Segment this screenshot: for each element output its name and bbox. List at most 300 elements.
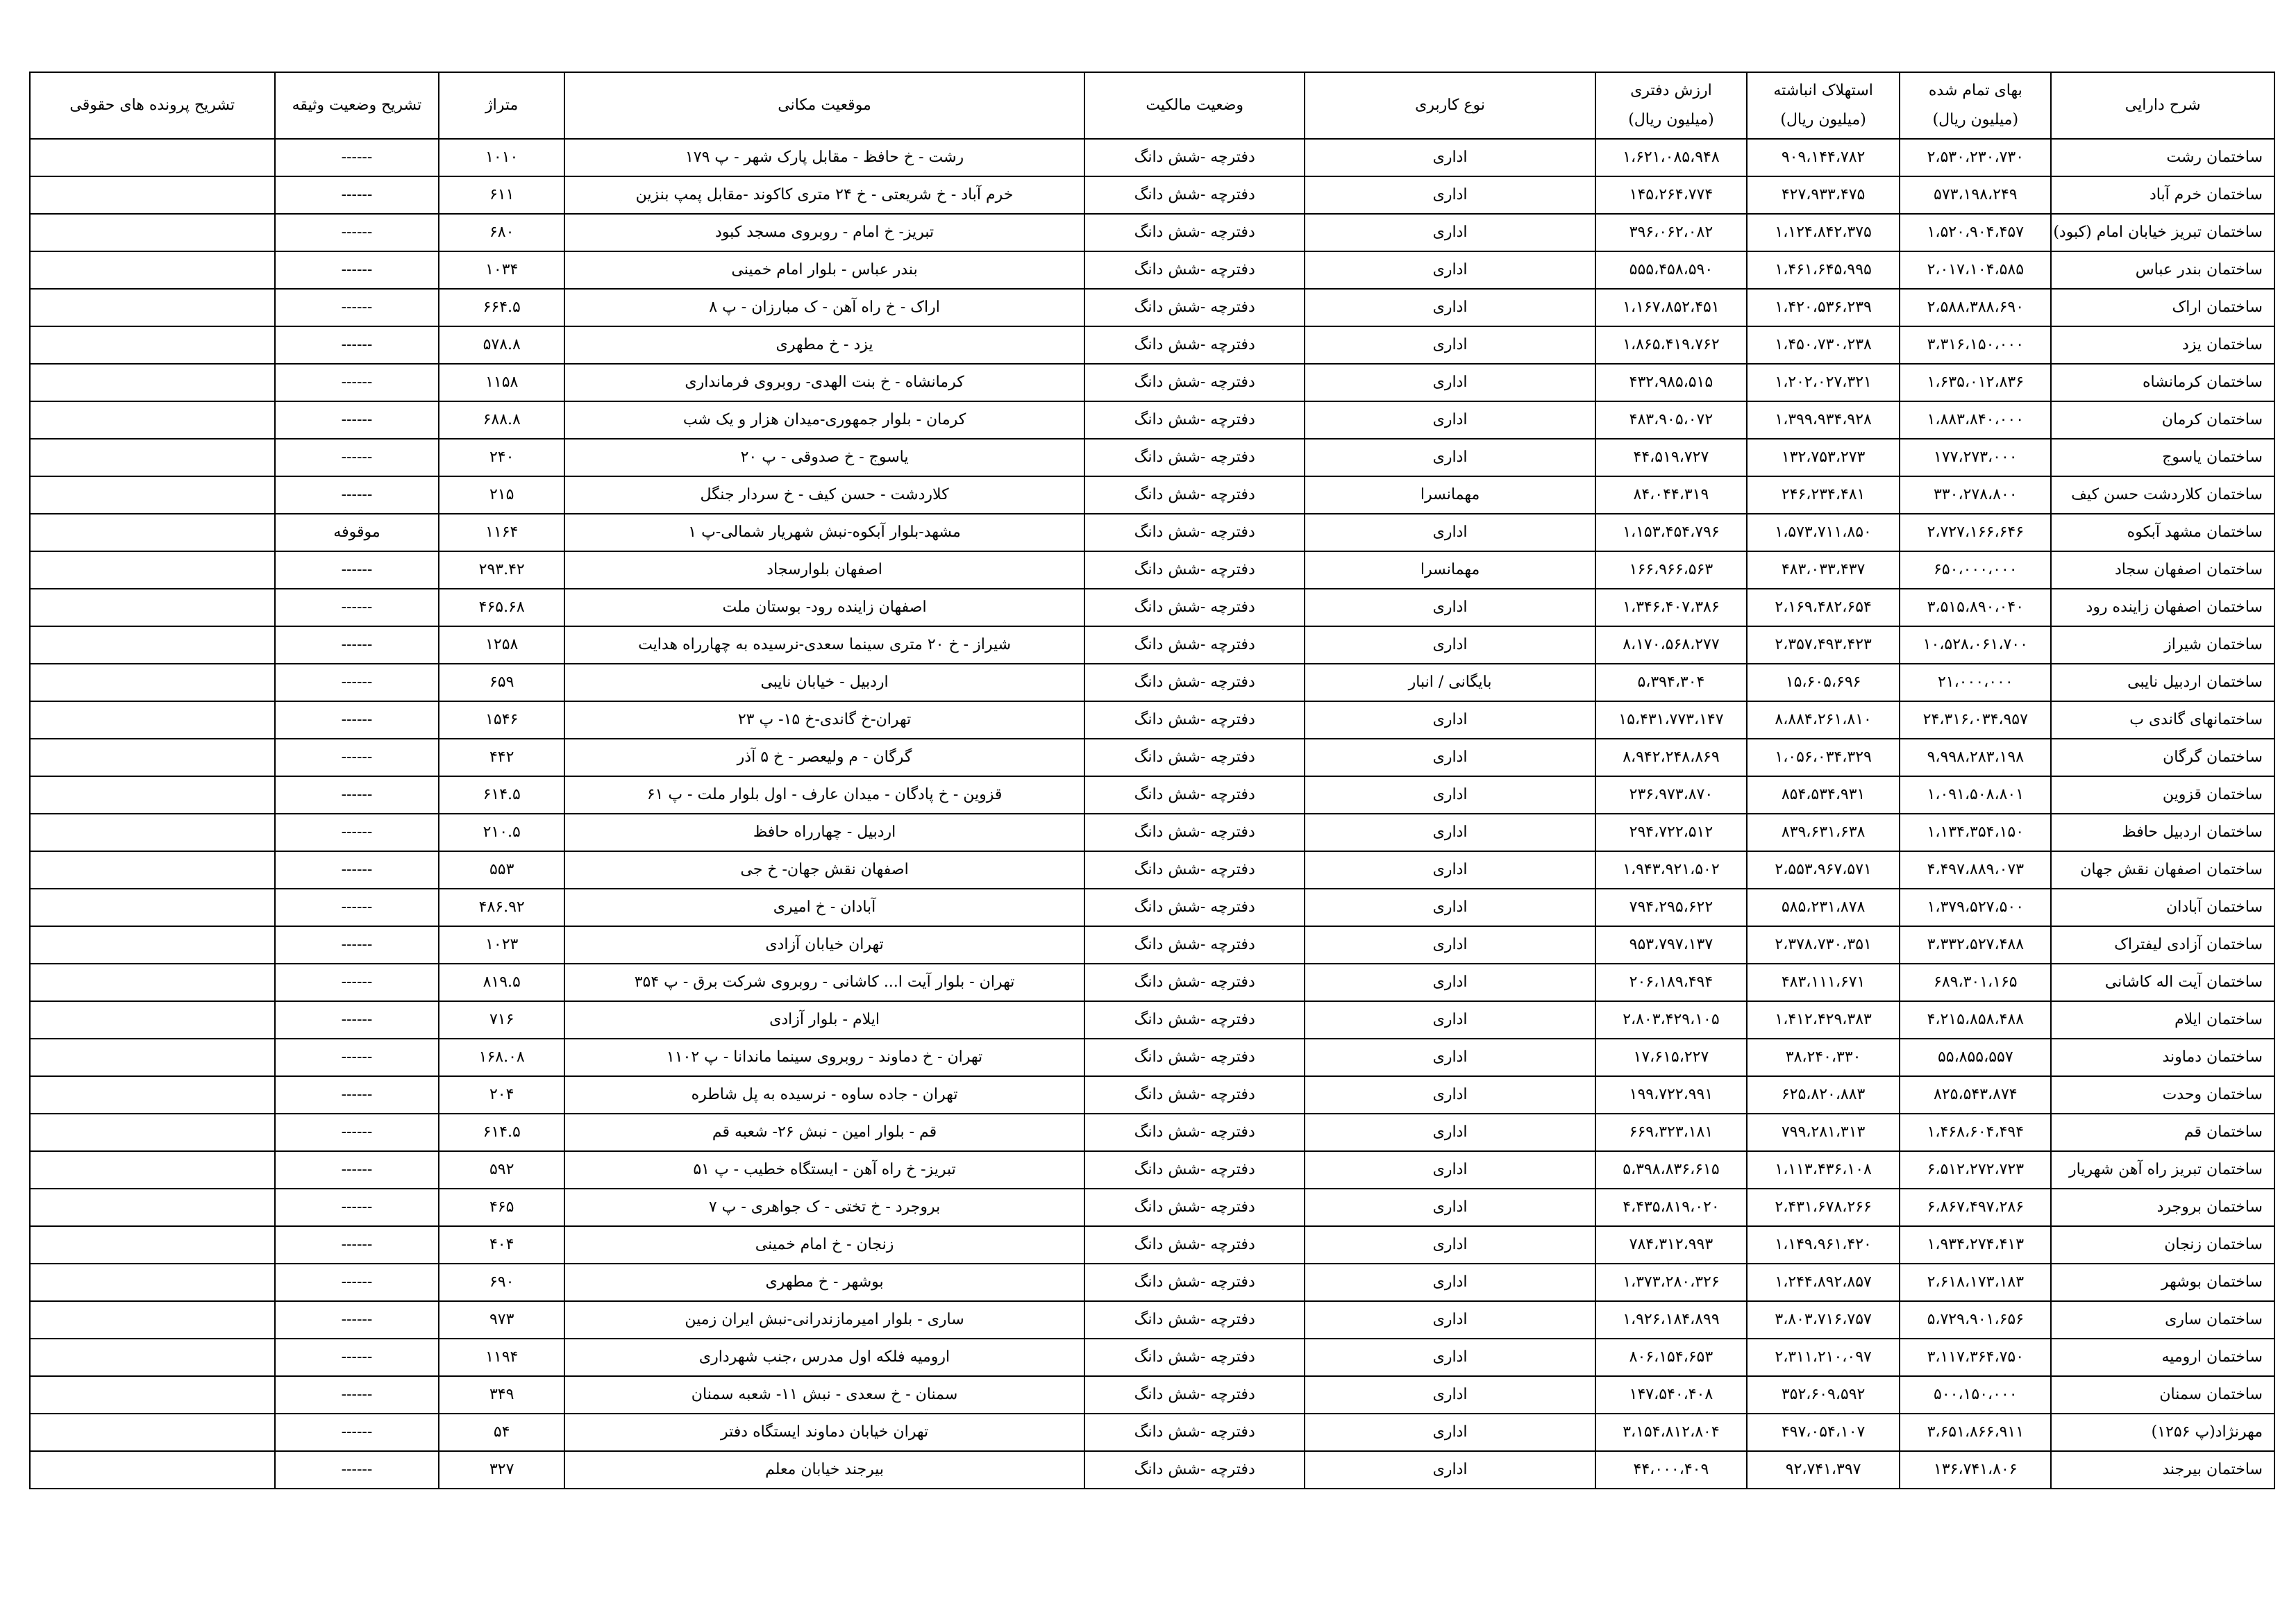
cell-asset: ساختمان دماوند xyxy=(2051,1039,2274,1076)
table-row xyxy=(30,889,2274,926)
cell-ownership: دفترچه -شش دانگ xyxy=(1084,851,1305,889)
cell-depreciation: ۸۳۹،۶۳۱،۶۳۸ xyxy=(1747,814,1900,851)
cell-area: ۲۱۰.۵ xyxy=(439,814,564,851)
cell-depreciation: ۵۸۵،۲۳۱،۸۷۸ xyxy=(1747,889,1900,926)
cell-depreciation: ۱،۲۰۲،۰۲۷،۳۲۱ xyxy=(1747,364,1900,401)
cell-legal xyxy=(30,1189,275,1226)
cell-ownership: دفترچه -شش دانگ xyxy=(1084,1264,1305,1301)
cell-depreciation: ۴۸۳،۰۳۳،۴۳۷ xyxy=(1747,551,1900,589)
cell-usage: اداری xyxy=(1305,889,1595,926)
cell-collateral: ------ xyxy=(275,551,439,589)
cell-depreciation: ۳۵۲،۶۰۹،۵۹۲ xyxy=(1747,1376,1900,1414)
cell-cost: ۱۷۷،۲۷۳،۰۰۰ xyxy=(1900,439,2051,476)
table-row xyxy=(30,476,2274,514)
cell-cost: ۲،۷۲۷،۱۶۶،۶۴۶ xyxy=(1900,514,2051,551)
cell-ownership: دفترچه -شش دانگ xyxy=(1084,701,1305,739)
cell-asset: ساختمان شیراز xyxy=(2051,626,2274,664)
cell-legal xyxy=(30,589,275,626)
cell-asset: ساختمان ارومیه xyxy=(2051,1339,2274,1376)
cell-cost: ۴،۴۹۷،۸۸۹،۰۷۳ xyxy=(1900,851,2051,889)
cell-depreciation: ۲،۴۳۱،۶۷۸،۲۶۶ xyxy=(1747,1189,1900,1226)
cell-area: ۲۱۵ xyxy=(439,476,564,514)
cell-area: ۳۴۹ xyxy=(439,1376,564,1414)
cell-area: ۱۶۸.۰۸ xyxy=(439,1039,564,1076)
cell-depreciation: ۱۳۲،۷۵۳،۲۷۳ xyxy=(1747,439,1900,476)
cell-location: اصفهان بلوارسجاد xyxy=(564,551,1084,589)
cell-asset: ساختمان کرمانشاه xyxy=(2051,364,2274,401)
cell-cost: ۵۵،۸۵۵،۵۵۷ xyxy=(1900,1039,2051,1076)
cell-location: ایلام - بلوار آزادی xyxy=(564,1001,1084,1039)
cell-area: ۱۱۶۴ xyxy=(439,514,564,551)
cell-cost: ۱،۵۲۰،۹۰۴،۴۵۷ xyxy=(1900,214,2051,251)
header-book-value-unit: (میلیون ریال) xyxy=(1628,111,1714,128)
cell-legal xyxy=(30,814,275,851)
cell-usage: اداری xyxy=(1305,1414,1595,1451)
cell-book-value: ۹۵۳،۷۹۷،۱۳۷ xyxy=(1595,926,1747,964)
header-depreciation xyxy=(1747,72,1900,139)
cell-usage: مهمانسرا xyxy=(1305,551,1595,589)
cell-location: تهران - جاده ساوه - نرسیده به پل شاطره xyxy=(564,1076,1084,1114)
table-row xyxy=(30,1376,2274,1414)
cell-depreciation: ۹۰۹،۱۴۴،۷۸۲ xyxy=(1747,139,1900,176)
cell-location: تهران خیابان آزادی xyxy=(564,926,1084,964)
table-body xyxy=(30,139,2274,1489)
cell-asset: ساختمان اصفهان سجاد xyxy=(2051,551,2274,589)
cell-cost: ۶،۸۶۷،۴۹۷،۲۸۶ xyxy=(1900,1189,2051,1226)
cell-depreciation: ۳۸،۲۴۰،۳۳۰ xyxy=(1747,1039,1900,1076)
cell-usage: اداری xyxy=(1305,439,1595,476)
cell-area: ۲۴۰ xyxy=(439,439,564,476)
table-row xyxy=(30,251,2274,289)
cell-depreciation: ۱۵،۶۰۵،۶۹۶ xyxy=(1747,664,1900,701)
table-row xyxy=(30,1264,2274,1301)
header-ownership: وضعیت مالکیت xyxy=(1084,72,1305,139)
cell-ownership: دفترچه -شش دانگ xyxy=(1084,1189,1305,1226)
cell-book-value: ۲۹۴،۷۲۲،۵۱۲ xyxy=(1595,814,1747,851)
table-row xyxy=(30,326,2274,364)
cell-book-value: ۲۳۶،۹۷۳،۸۷۰ xyxy=(1595,776,1747,814)
header-location: موقعیت مکانی xyxy=(564,72,1084,139)
cell-depreciation: ۹۲،۷۴۱،۳۹۷ xyxy=(1747,1451,1900,1489)
cell-usage: اداری xyxy=(1305,701,1595,739)
cell-location: خرم آباد - خ شریعتی - خ ۲۴ متری کاکوند -مقابل پمپ بنزین xyxy=(564,176,1084,214)
cell-cost: ۱۳۶،۷۴۱،۸۰۶ xyxy=(1900,1451,2051,1489)
cell-asset: ساختمان یاسوج xyxy=(2051,439,2274,476)
cell-depreciation: ۲،۳۷۸،۷۳۰،۳۵۱ xyxy=(1747,926,1900,964)
cell-depreciation: ۱،۲۴۴،۸۹۲،۸۵۷ xyxy=(1747,1264,1900,1301)
cell-usage: اداری xyxy=(1305,926,1595,964)
cell-ownership: دفترچه -شش دانگ xyxy=(1084,1001,1305,1039)
cell-location: زنجان - خ امام خمینی xyxy=(564,1226,1084,1264)
cell-book-value: ۸۰۶،۱۵۴،۶۵۳ xyxy=(1595,1339,1747,1376)
cell-usage: اداری xyxy=(1305,589,1595,626)
table-row xyxy=(30,214,2274,251)
cell-book-value: ۸۴،۰۴۴،۳۱۹ xyxy=(1595,476,1747,514)
cell-area: ۱۵۴۶ xyxy=(439,701,564,739)
cell-book-value: ۴۴،۵۱۹،۷۲۷ xyxy=(1595,439,1747,476)
cell-location: اردبیل - چهارراه حافظ xyxy=(564,814,1084,851)
cell-cost: ۳،۵۱۵،۸۹۰،۰۴۰ xyxy=(1900,589,2051,626)
cell-asset: ساختمان کلاردشت حسن کیف xyxy=(2051,476,2274,514)
cell-usage: اداری xyxy=(1305,1451,1595,1489)
cell-area: ۶۹۰ xyxy=(439,1264,564,1301)
cell-legal xyxy=(30,889,275,926)
cell-asset: ساختمان بروجرد xyxy=(2051,1189,2274,1226)
cell-usage: اداری xyxy=(1305,1226,1595,1264)
cell-collateral: ------ xyxy=(275,401,439,439)
cell-location: سمنان - خ سعدی - نبش ۱۱- شعبه سمنان xyxy=(564,1376,1084,1414)
cell-asset: ساختمان وحدت xyxy=(2051,1076,2274,1114)
cell-location: قزوین - خ پادگان - میدان عارف - اول بلوار ملت - پ ۶۱ xyxy=(564,776,1084,814)
cell-cost: ۳،۱۱۷،۳۶۴،۷۵۰ xyxy=(1900,1339,2051,1376)
cell-collateral: ------ xyxy=(275,589,439,626)
table-row xyxy=(30,551,2274,589)
cell-asset: ساختمان ایلام xyxy=(2051,1001,2274,1039)
cell-legal xyxy=(30,439,275,476)
cell-legal xyxy=(30,776,275,814)
cell-book-value: ۸،۱۷۰،۵۶۸،۲۷۷ xyxy=(1595,626,1747,664)
cell-asset: ساختمان اصفهان زاینده رود xyxy=(2051,589,2274,626)
table-row xyxy=(30,1301,2274,1339)
table-row xyxy=(30,814,2274,851)
cell-collateral: ------ xyxy=(275,139,439,176)
cell-book-value: ۴۳۲،۹۸۵،۵۱۵ xyxy=(1595,364,1747,401)
cell-ownership: دفترچه -شش دانگ xyxy=(1084,401,1305,439)
cell-location: بندر عباس - بلوار امام خمینی xyxy=(564,251,1084,289)
cell-location: اردبیل - خیابان نایبی xyxy=(564,664,1084,701)
cell-cost: ۲،۰۱۷،۱۰۴،۵۸۵ xyxy=(1900,251,2051,289)
cell-depreciation: ۱،۵۷۳،۷۱۱،۸۵۰ xyxy=(1747,514,1900,551)
table-row xyxy=(30,1189,2274,1226)
cell-book-value: ۶۶۹،۳۲۳،۱۸۱ xyxy=(1595,1114,1747,1151)
cell-ownership: دفترچه -شش دانگ xyxy=(1084,1076,1305,1114)
cell-area: ۲۹۳.۴۲ xyxy=(439,551,564,589)
cell-location: یاسوج - خ صدوقی - پ ۲۰ xyxy=(564,439,1084,476)
cell-location: تهران-خ گاندی-خ ۱۵- پ ۲۳ xyxy=(564,701,1084,739)
cell-usage: اداری xyxy=(1305,1039,1595,1076)
table-row xyxy=(30,851,2274,889)
cell-ownership: دفترچه -شش دانگ xyxy=(1084,176,1305,214)
cell-asset: ساختمان کرمان xyxy=(2051,401,2274,439)
table-row xyxy=(30,1451,2274,1489)
header-book-value xyxy=(1595,72,1747,139)
cell-depreciation: ۲،۳۱۱،۲۱۰،۰۹۷ xyxy=(1747,1339,1900,1376)
cell-book-value: ۱۴۵،۲۶۴،۷۷۴ xyxy=(1595,176,1747,214)
cell-depreciation: ۶۲۵،۸۲۰،۸۸۳ xyxy=(1747,1076,1900,1114)
cell-ownership: دفترچه -شش دانگ xyxy=(1084,776,1305,814)
cell-location: اصفهان زاینده رود- بوستان ملت xyxy=(564,589,1084,626)
cell-usage: اداری xyxy=(1305,214,1595,251)
cell-area: ۱۱۹۴ xyxy=(439,1339,564,1376)
cell-book-value: ۸،۹۴۲،۲۴۸،۸۶۹ xyxy=(1595,739,1747,776)
table-row xyxy=(30,1226,2274,1264)
cell-asset: ساختمانهای گاندی ب xyxy=(2051,701,2274,739)
cell-asset: ساختمان سمنان xyxy=(2051,1376,2274,1414)
cell-usage: اداری xyxy=(1305,514,1595,551)
assets-table xyxy=(29,72,2275,1489)
cell-location: ساری - بلوار امیرمازندرانی-نبش ایران زمین xyxy=(564,1301,1084,1339)
cell-book-value: ۵،۳۹۴،۳۰۴ xyxy=(1595,664,1747,701)
header-area: متراژ xyxy=(439,72,564,139)
cell-book-value: ۱،۸۶۵،۴۱۹،۷۶۲ xyxy=(1595,326,1747,364)
cell-location: اراک - خ راه آهن - ک مبارزان - پ ۸ xyxy=(564,289,1084,326)
cell-usage: اداری xyxy=(1305,626,1595,664)
cell-depreciation: ۳،۸۰۳،۷۱۶،۷۵۷ xyxy=(1747,1301,1900,1339)
cell-asset: ساختمان اراک xyxy=(2051,289,2274,326)
cell-legal xyxy=(30,1114,275,1151)
cell-location: رشت - خ حافظ - مقابل پارک شهر - پ ۱۷۹ xyxy=(564,139,1084,176)
cell-asset: ساختمان اصفهان نقش جهان xyxy=(2051,851,2274,889)
cell-book-value: ۱،۳۴۶،۴۰۷،۳۸۶ xyxy=(1595,589,1747,626)
cell-depreciation: ۱،۱۴۹،۹۶۱،۴۲۰ xyxy=(1747,1226,1900,1264)
cell-collateral: ------ xyxy=(275,851,439,889)
cell-depreciation: ۱،۱۱۳،۴۳۶،۱۰۸ xyxy=(1747,1151,1900,1189)
cell-ownership: دفترچه -شش دانگ xyxy=(1084,926,1305,964)
cell-area: ۵۹۲ xyxy=(439,1151,564,1189)
cell-collateral: ------ xyxy=(275,289,439,326)
cell-depreciation: ۸۵۴،۵۳۴،۹۳۱ xyxy=(1747,776,1900,814)
cell-legal xyxy=(30,289,275,326)
cell-location: تبریز- خ امام - روبروی مسجد کبود xyxy=(564,214,1084,251)
cell-usage: اداری xyxy=(1305,964,1595,1001)
cell-legal xyxy=(30,1414,275,1451)
cell-area: ۱۰۲۳ xyxy=(439,926,564,964)
cell-ownership: دفترچه -شش دانگ xyxy=(1084,326,1305,364)
cell-location: تهران خیابان دماوند ایستگاه دفتر xyxy=(564,1414,1084,1451)
cell-legal xyxy=(30,626,275,664)
table-row xyxy=(30,1151,2274,1189)
cell-legal xyxy=(30,701,275,739)
cell-book-value: ۱۵،۴۳۱،۷۷۳،۱۴۷ xyxy=(1595,701,1747,739)
cell-collateral: ------ xyxy=(275,439,439,476)
cell-cost: ۳۳۰،۲۷۸،۸۰۰ xyxy=(1900,476,2051,514)
cell-usage: اداری xyxy=(1305,1151,1595,1189)
cell-location: اصفهان نقش جهان- خ جی xyxy=(564,851,1084,889)
cell-collateral: ------ xyxy=(275,926,439,964)
header-cost xyxy=(1900,72,2051,139)
table-row xyxy=(30,176,2274,214)
cell-asset: مهرنژاد(پ ۱۲۵۶) xyxy=(2051,1414,2274,1451)
header-cost-title: بهای تمام شده xyxy=(1928,82,2022,99)
cell-asset: ساختمان قزوین xyxy=(2051,776,2274,814)
cell-collateral: ------ xyxy=(275,326,439,364)
cell-book-value: ۱۹۹،۷۲۲،۹۹۱ xyxy=(1595,1076,1747,1114)
header-book-value-title: ارزش دفتری xyxy=(1630,82,1712,99)
cell-cost: ۲۴،۳۱۶،۰۳۴،۹۵۷ xyxy=(1900,701,2051,739)
cell-collateral: ------ xyxy=(275,1301,439,1339)
cell-legal xyxy=(30,1301,275,1339)
cell-depreciation: ۴۸۳،۱۱۱،۶۷۱ xyxy=(1747,964,1900,1001)
cell-area: ۵۷۸.۸ xyxy=(439,326,564,364)
cell-collateral: ------ xyxy=(275,176,439,214)
cell-legal xyxy=(30,664,275,701)
cell-area: ۷۱۶ xyxy=(439,1001,564,1039)
cell-book-value: ۳،۱۵۴،۸۱۲،۸۰۴ xyxy=(1595,1414,1747,1451)
cell-collateral: ------ xyxy=(275,626,439,664)
cell-book-value: ۱،۳۷۳،۲۸۰،۳۲۶ xyxy=(1595,1264,1747,1301)
cell-ownership: دفترچه -شش دانگ xyxy=(1084,439,1305,476)
cell-asset: ساختمان بیرجند xyxy=(2051,1451,2274,1489)
cell-area: ۴۴۲ xyxy=(439,739,564,776)
cell-location: ارومیه فلکه اول مدرس ،جنب شهرداری xyxy=(564,1339,1084,1376)
cell-legal xyxy=(30,926,275,964)
cell-depreciation: ۱،۴۱۲،۴۲۹،۳۸۳ xyxy=(1747,1001,1900,1039)
cell-cost: ۱،۰۹۱،۵۰۸،۸۰۱ xyxy=(1900,776,2051,814)
header-depreciation-title: استهلاک انباشته xyxy=(1773,82,1873,99)
cell-collateral: ------ xyxy=(275,1414,439,1451)
cell-legal xyxy=(30,476,275,514)
cell-cost: ۳،۳۳۲،۵۲۷،۴۸۸ xyxy=(1900,926,2051,964)
cell-usage: اداری xyxy=(1305,814,1595,851)
cell-ownership: دفترچه -شش دانگ xyxy=(1084,1151,1305,1189)
cell-location: کرمان - بلوار جمهوری-میدان هزار و یک شب xyxy=(564,401,1084,439)
cell-ownership: دفترچه -شش دانگ xyxy=(1084,1226,1305,1264)
cell-cost: ۵۷۳،۱۹۸،۲۴۹ xyxy=(1900,176,2051,214)
table-row xyxy=(30,364,2274,401)
cell-collateral: ------ xyxy=(275,1076,439,1114)
cell-cost: ۱،۳۷۹،۵۲۷،۵۰۰ xyxy=(1900,889,2051,926)
table-row xyxy=(30,439,2274,476)
cell-collateral: موقوفه xyxy=(275,514,439,551)
cell-legal xyxy=(30,1151,275,1189)
cell-ownership: دفترچه -شش دانگ xyxy=(1084,889,1305,926)
cell-book-value: ۵،۳۹۸،۸۳۶،۶۱۵ xyxy=(1595,1151,1747,1189)
cell-depreciation: ۱،۴۵۰،۷۳۰،۲۳۸ xyxy=(1747,326,1900,364)
cell-asset: ساختمان گرگان xyxy=(2051,739,2274,776)
cell-cost: ۱،۶۳۵،۰۱۲،۸۳۶ xyxy=(1900,364,2051,401)
cell-book-value: ۷۹۴،۲۹۵،۶۲۲ xyxy=(1595,889,1747,926)
cell-location: کرمانشاه - خ بنت الهدی- روبروی فرمانداری xyxy=(564,364,1084,401)
cell-cost: ۴،۲۱۵،۸۵۸،۴۸۸ xyxy=(1900,1001,2051,1039)
cell-usage: اداری xyxy=(1305,1001,1595,1039)
table-row xyxy=(30,664,2274,701)
table-row xyxy=(30,776,2274,814)
cell-book-value: ۱۶۶،۹۶۶،۵۶۳ xyxy=(1595,551,1747,589)
cell-depreciation: ۲،۵۵۳،۹۶۷،۵۷۱ xyxy=(1747,851,1900,889)
cell-asset: ساختمان خرم آباد xyxy=(2051,176,2274,214)
table-row xyxy=(30,964,2274,1001)
cell-book-value: ۱،۹۲۶،۱۸۴،۸۹۹ xyxy=(1595,1301,1747,1339)
cell-collateral: ------ xyxy=(275,251,439,289)
cell-collateral: ------ xyxy=(275,1151,439,1189)
cell-area: ۱۱۵۸ xyxy=(439,364,564,401)
cell-depreciation: ۴۲۷،۹۳۳،۴۷۵ xyxy=(1747,176,1900,214)
cell-area: ۴۸۶.۹۲ xyxy=(439,889,564,926)
cell-asset: ساختمان آزادی لیفتراک xyxy=(2051,926,2274,964)
cell-collateral: ------ xyxy=(275,1376,439,1414)
cell-ownership: دفترچه -شش دانگ xyxy=(1084,1114,1305,1151)
cell-legal xyxy=(30,1039,275,1076)
cell-ownership: دفترچه -شش دانگ xyxy=(1084,814,1305,851)
cell-book-value: ۱،۱۶۷،۸۵۲،۴۵۱ xyxy=(1595,289,1747,326)
table-header xyxy=(30,72,2274,139)
cell-cost: ۲۱،۰۰۰،۰۰۰ xyxy=(1900,664,2051,701)
cell-area: ۶۱۱ xyxy=(439,176,564,214)
cell-book-value: ۱،۶۲۱،۰۸۵،۹۴۸ xyxy=(1595,139,1747,176)
cell-usage: اداری xyxy=(1305,1339,1595,1376)
cell-area: ۶۸۸.۸ xyxy=(439,401,564,439)
table-row xyxy=(30,626,2274,664)
cell-area: ۶۱۴.۵ xyxy=(439,776,564,814)
cell-cost: ۶۸۹،۳۰۱،۱۶۵ xyxy=(1900,964,2051,1001)
cell-ownership: دفترچه -شش دانگ xyxy=(1084,626,1305,664)
cell-ownership: دفترچه -شش دانگ xyxy=(1084,214,1305,251)
cell-cost: ۱،۹۳۴،۲۷۴،۴۱۳ xyxy=(1900,1226,2051,1264)
cell-depreciation: ۲۴۶،۲۳۴،۴۸۱ xyxy=(1747,476,1900,514)
cell-area: ۶۸۰ xyxy=(439,214,564,251)
cell-ownership: دفترچه -شش دانگ xyxy=(1084,1039,1305,1076)
cell-usage: بایگانی / انبار xyxy=(1305,664,1595,701)
cell-location: مشهد-بلوار آبکوه-نبش شهریار شمالی-پ ۱ xyxy=(564,514,1084,551)
cell-ownership: دفترچه -شش دانگ xyxy=(1084,1451,1305,1489)
cell-ownership: دفترچه -شش دانگ xyxy=(1084,289,1305,326)
cell-legal xyxy=(30,1001,275,1039)
cell-area: ۲۰۴ xyxy=(439,1076,564,1114)
cell-depreciation: ۷۹۹،۲۸۱،۳۱۳ xyxy=(1747,1114,1900,1151)
cell-collateral: ------ xyxy=(275,1226,439,1264)
cell-book-value: ۲،۸۰۳،۴۲۹،۱۰۵ xyxy=(1595,1001,1747,1039)
cell-cost: ۲،۵۳۰،۲۳۰،۷۳۰ xyxy=(1900,139,2051,176)
header-legal: تشریح پرونده های حقوقی xyxy=(30,72,275,139)
cell-asset: ساختمان یزد xyxy=(2051,326,2274,364)
cell-ownership: دفترچه -شش دانگ xyxy=(1084,251,1305,289)
cell-collateral: ------ xyxy=(275,1001,439,1039)
cell-location: آبادان - خ امیری xyxy=(564,889,1084,926)
cell-location: کلاردشت - حسن کیف - خ سردار جنگل xyxy=(564,476,1084,514)
cell-asset: ساختمان رشت xyxy=(2051,139,2274,176)
cell-cost: ۶۵۰،۰۰۰،۰۰۰ xyxy=(1900,551,2051,589)
cell-ownership: دفترچه -شش دانگ xyxy=(1084,364,1305,401)
cell-area: ۶۱۴.۵ xyxy=(439,1114,564,1151)
cell-asset: ساختمان زنجان xyxy=(2051,1226,2274,1264)
cell-location: یزد - خ مطهری xyxy=(564,326,1084,364)
cell-usage: اداری xyxy=(1305,251,1595,289)
cell-area: ۱۰۱۰ xyxy=(439,139,564,176)
cell-usage: اداری xyxy=(1305,176,1595,214)
cell-book-value: ۱،۹۴۳،۹۲۱،۵۰۲ xyxy=(1595,851,1747,889)
table-row xyxy=(30,139,2274,176)
cell-collateral: ------ xyxy=(275,739,439,776)
cell-collateral: ------ xyxy=(275,1264,439,1301)
cell-asset: ساختمان ساری xyxy=(2051,1301,2274,1339)
table-row xyxy=(30,1039,2274,1076)
cell-asset: ساختمان تبریز خیابان امام (کبود) xyxy=(2051,214,2274,251)
cell-location: بوشهر - خ مطهری xyxy=(564,1264,1084,1301)
cell-area: ۴۶۵.۶۸ xyxy=(439,589,564,626)
cell-ownership: دفترچه -شش دانگ xyxy=(1084,739,1305,776)
header-usage: نوع کاربری xyxy=(1305,72,1595,139)
cell-usage: اداری xyxy=(1305,776,1595,814)
table-row xyxy=(30,739,2274,776)
cell-cost: ۶،۵۱۲،۲۷۲،۷۲۳ xyxy=(1900,1151,2051,1189)
cell-asset: ساختمان بوشهر xyxy=(2051,1264,2274,1301)
cell-book-value: ۴۸۳،۹۰۵،۰۷۲ xyxy=(1595,401,1747,439)
header-collateral: تشریح وضعیت وثیقه xyxy=(275,72,439,139)
cell-ownership: دفترچه -شش دانگ xyxy=(1084,514,1305,551)
cell-area: ۹۷۳ xyxy=(439,1301,564,1339)
cell-legal xyxy=(30,514,275,551)
cell-cost: ۹،۹۹۸،۲۸۳،۱۹۸ xyxy=(1900,739,2051,776)
cell-book-value: ۱۷،۶۱۵،۲۲۷ xyxy=(1595,1039,1747,1076)
cell-collateral: ------ xyxy=(275,1114,439,1151)
cell-usage: اداری xyxy=(1305,739,1595,776)
cell-legal xyxy=(30,1076,275,1114)
cell-book-value: ۷۸۴،۳۱۲،۹۹۳ xyxy=(1595,1226,1747,1264)
cell-book-value: ۴۴،۰۰۰،۴۰۹ xyxy=(1595,1451,1747,1489)
table-row xyxy=(30,514,2274,551)
cell-collateral: ------ xyxy=(275,1189,439,1226)
cell-location: بروجرد - خ تختی - ک جواهری - پ ۷ xyxy=(564,1189,1084,1226)
